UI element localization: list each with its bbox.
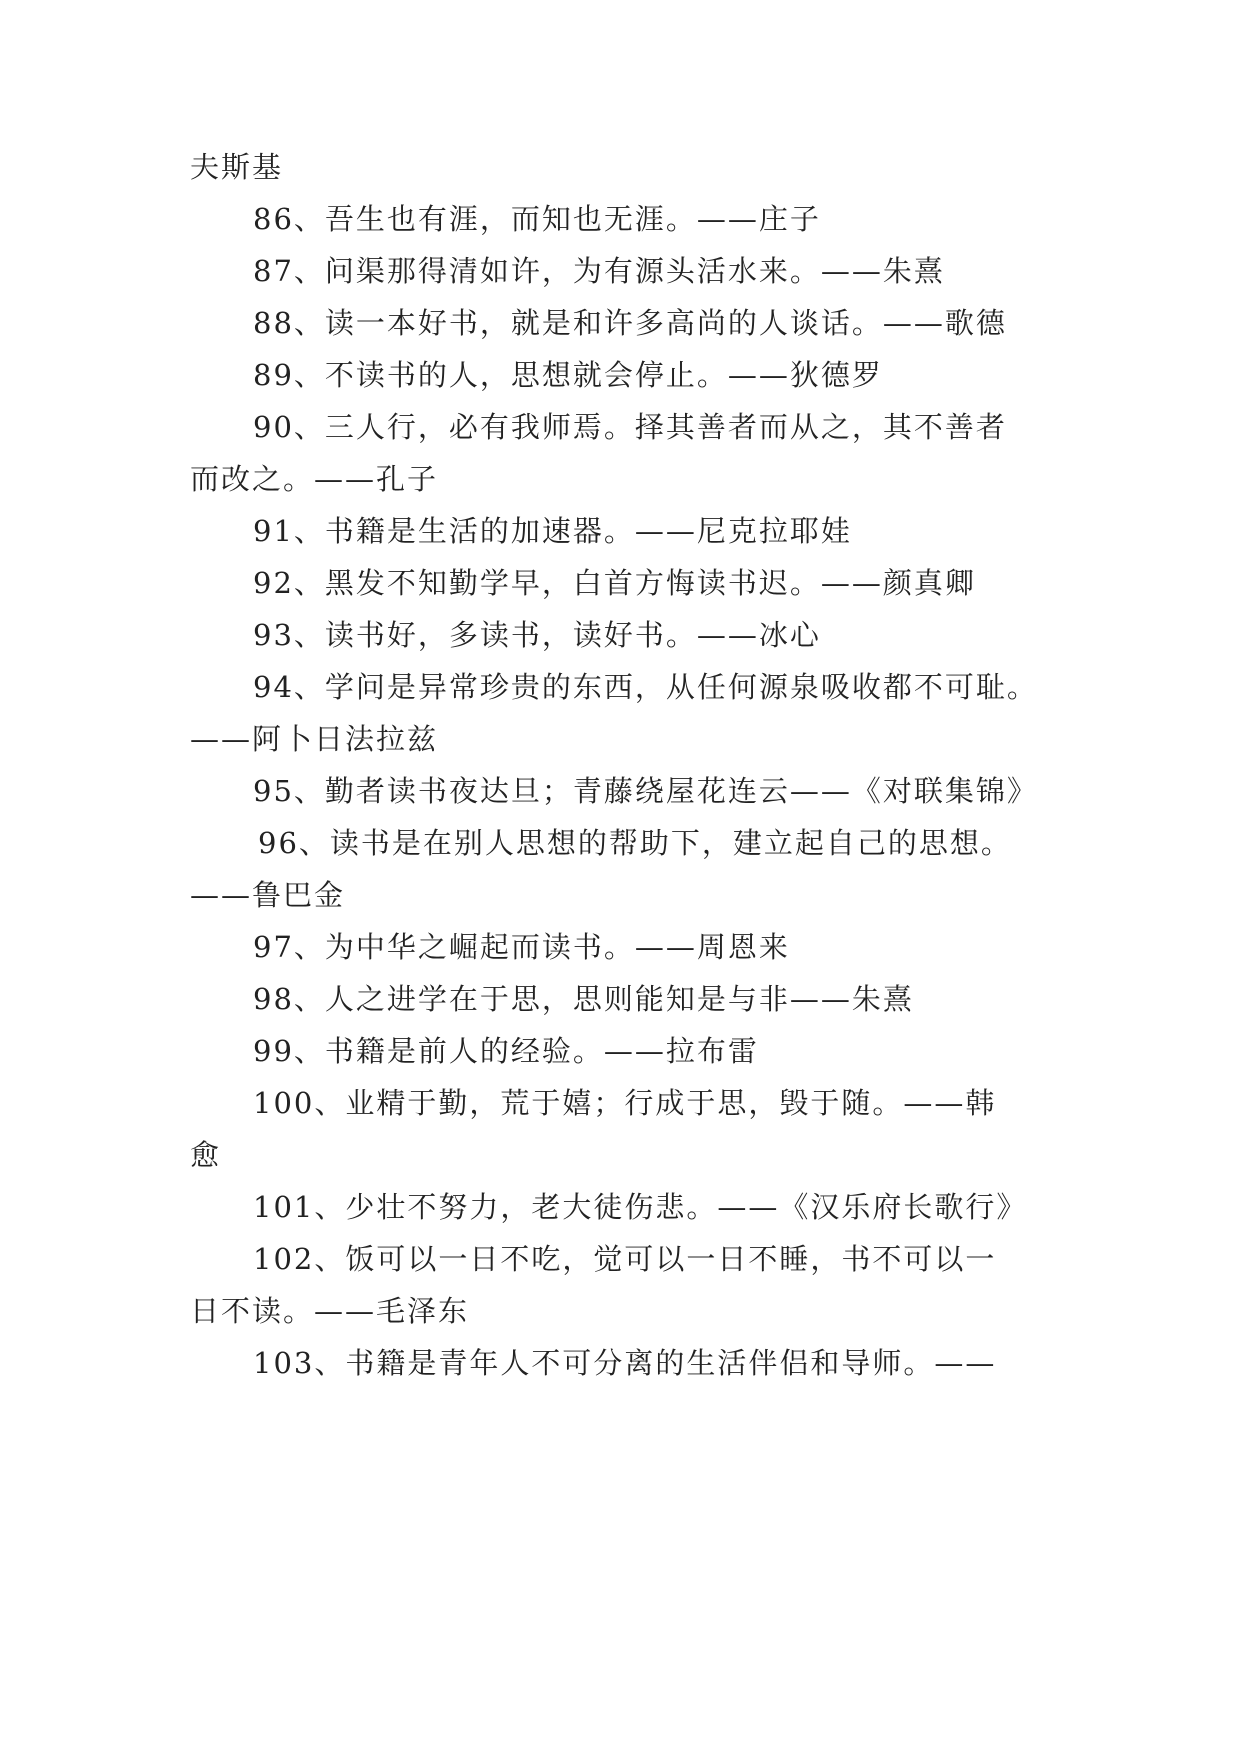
text-line: 而改之。——孔子	[190, 462, 439, 496]
quote-101: 101、少壮不努力，老大徒伤悲。——《汉乐府长歌行》	[253, 1190, 1028, 1224]
quote-100: 100、业精于勤，荒于嬉；行成于思，毁于随。——韩	[253, 1086, 997, 1120]
quote-87: 87、问渠那得清如许，为有源头活水来。——朱熹	[253, 254, 945, 288]
quote-91: 91、书籍是生活的加速器。——尼克拉耶娃	[253, 514, 852, 548]
quote-90: 90、三人行，必有我师焉。择其善者而从之，其不善者	[253, 410, 1007, 444]
quote-86: 86、吾生也有涯，而知也无涯。——庄子	[253, 202, 821, 236]
quote-97: 97、为中华之崛起而读书。——周恩来	[253, 930, 790, 964]
text-line: 日不读。——毛泽东	[190, 1294, 470, 1328]
text-line: ——鲁巴金	[190, 878, 346, 912]
quote-94: 94、学问是异常珍贵的东西，从任何源泉吸收都不可耻。	[253, 670, 1038, 704]
text-line: ——阿卜日法拉兹	[190, 722, 439, 756]
quote-89: 89、不读书的人，思想就会停止。——狄德罗	[253, 358, 883, 392]
quote-98: 98、人之进学在于思，思则能知是与非——朱熹	[253, 982, 914, 1016]
quote-99: 99、书籍是前人的经验。——拉布雷	[253, 1034, 759, 1068]
quote-93: 93、读书好，多读书，读好书。——冰心	[253, 618, 821, 652]
text-line: 夫斯基	[190, 150, 284, 184]
quote-95: 95、勤者读书夜达旦；青藤绕屋花连云——《对联集锦》	[253, 774, 1038, 808]
quote-96: 96、读书是在别人思想的帮助下，建立起自己的思想。	[258, 826, 1012, 860]
quote-103: 103、书籍是青年人不可分离的生活伴侣和导师。——	[253, 1346, 997, 1380]
text-line: 愈	[190, 1138, 222, 1172]
quote-88: 88、读一本好书，就是和许多高尚的人谈话。——歌德	[253, 306, 1007, 340]
quote-102: 102、饭可以一日不吃，觉可以一日不睡，书不可以一	[253, 1242, 997, 1276]
quote-92: 92、黑发不知勤学早，白首方悔读书迟。——颜真卿	[253, 566, 976, 600]
